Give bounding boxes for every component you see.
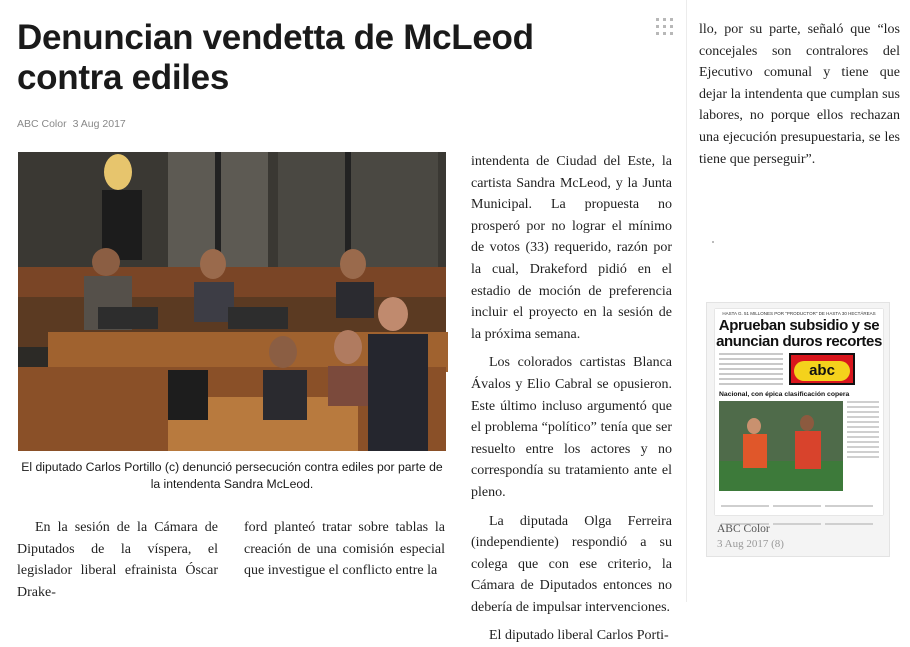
text-column-3 [471,151,672,647]
separator-dot [712,241,714,243]
column-divider [686,0,687,602]
article-source[interactable]: ABC Color [17,118,67,130]
article-title: Denuncian vendetta de McLeod contra ediles [17,18,534,97]
abc-logo: abc [789,353,855,385]
front-page-image [715,309,883,515]
paragraph: En la sesión de la Cámara de Diputados de la víspera, el legislador liberal efrainista Óscar Drake- [17,520,218,600]
article-photo [18,152,446,451]
front-page-subhead: Nacional, con épica clasificación copera [719,391,850,398]
thumbnail-count: (8) [771,538,784,550]
paragraph: Los colorados cartistas Blanca Ávalos y Elio Cabral se opusieron. Este último incluso argumentó que el problema “político” tenía que ser resuelto entre los actores y no correspondía su tratamiento ante el pleno. [471,355,672,500]
paragraph: El diputado liberal Carlos Porti- [489,628,669,644]
thumbnail-source[interactable]: ABC Color [717,523,770,535]
front-page-sidebar [847,401,879,461]
thumbnail-meta [717,538,784,550]
front-page-photo [719,401,843,491]
grid-menu-icon[interactable] [656,18,673,35]
photo-caption: El diputado Carlos Portillo (c) denunció persecución contra ediles por parte de la intendenta Sandra McLeod. [21,460,443,491]
newspaper-thumbnail[interactable] [706,302,890,557]
paragraph: ford planteó tratar sobre tablas la creación de una comisión especial que investigue el conflicto entre la [244,520,445,579]
paragraph: La diputada Olga Ferreira (independiente) respondió a su colega que con ese criterio, la Cámara de Diputados entonces no debería de impulsar intervenciones. [471,513,672,615]
paragraph: intendenta de Ciudad del Este, la cartista Sandra McLeod, y la Junta Municipal. La propuesta no prosperó por no lograr el mínimo de votos (33) requerido, razón por la cual, Drakeford pidió en el estadio de moción de preferencia incluir el proyecto en la sesión de la próxima semana. [471,154,672,342]
front-page-text-lines [719,353,783,388]
front-page-kicker: HASTA G. 51 MILLONES POR "PRODUCTOR" DE HASTA 30 HECTÁREAS [722,311,876,316]
thumbnail-date: 3 Aug 2017 [717,538,769,550]
paragraph: llo, por su parte, señaló que “los concejales son contralores del Ejecutivo comunal y tiene que dejar la intendenta que cumplan sus labores, no porque ellos rechazan una ejecución presupuestaria, se les tiene que perseguir”. [699,22,900,167]
text-column-4 [699,19,900,170]
text-column-2 [244,517,445,582]
article-date: 3 Aug 2017 [72,118,126,130]
article-meta [17,118,126,130]
front-page-headline: Aprueban subsidio y se anuncian duros recortes [716,317,882,350]
text-column-1 [17,517,218,603]
